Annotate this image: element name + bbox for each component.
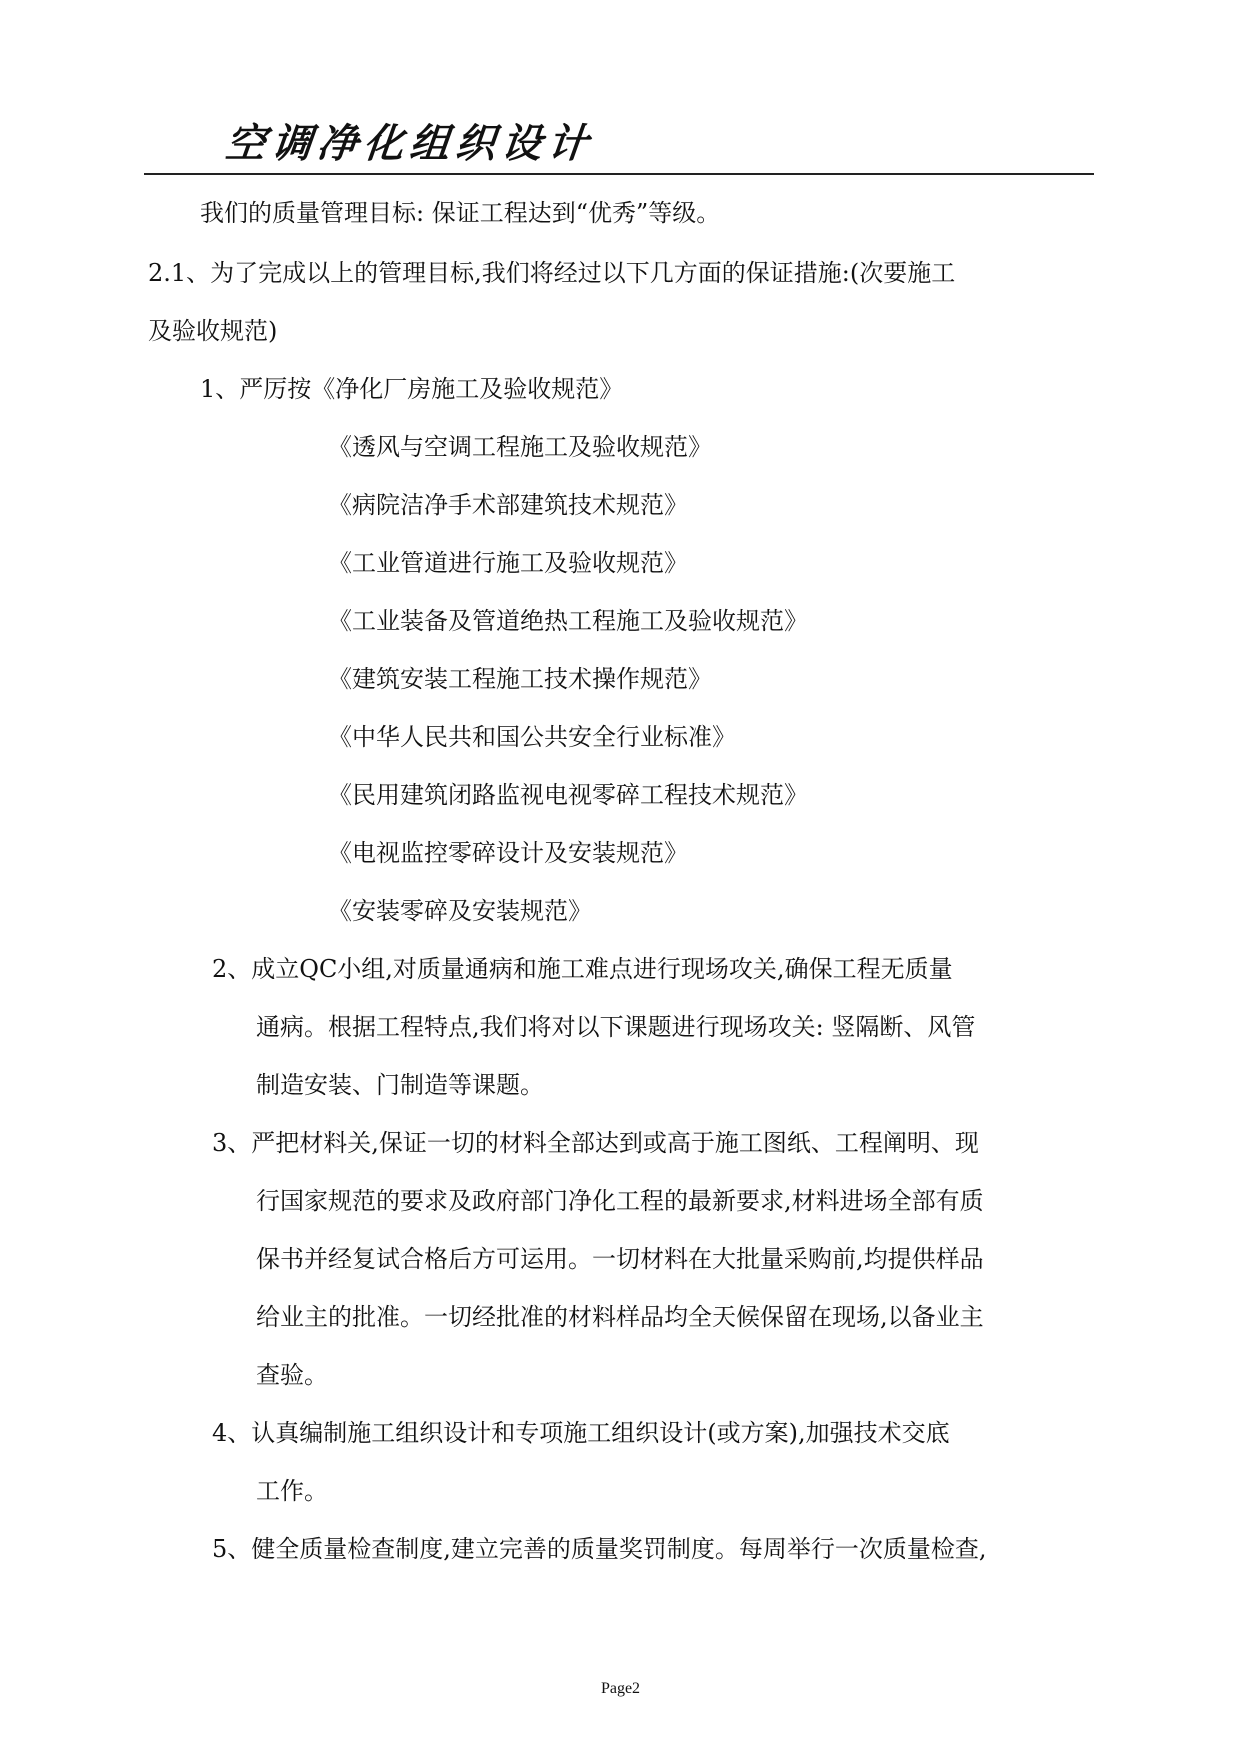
- standard-item: 《电视监控零碎设计及安装规范》: [328, 839, 688, 867]
- item-3-line: 查验。: [256, 1361, 328, 1389]
- item-1-lead: 1、严厉按《净化厂房施工及验收规范》: [200, 375, 624, 403]
- standard-item: 《建筑安装工程施工技术操作规范》: [328, 665, 712, 693]
- item-4-line: 4、认真编制施工组织设计和专项施工组织设计(或方案),加强技术交底: [212, 1419, 950, 1447]
- item-2-line: 通病。根据工程特点,我们将对以下课题进行现场攻关: 竖隔断、风管: [256, 1013, 976, 1041]
- header-divider: [144, 173, 1094, 175]
- quality-goal-paragraph: 我们的质量管理目标: 保证工程达到“优秀”等级。: [200, 199, 721, 227]
- standard-item: 《安装零碎及安装规范》: [328, 897, 592, 925]
- standard-item: 《病院洁净手术部建筑技术规范》: [328, 491, 688, 519]
- item-4-line: 工作。: [256, 1477, 328, 1505]
- document-header-title: 空调净化组织设计: [223, 120, 597, 167]
- section-2-1-line-1: 2.1、为了完成以上的管理目标,我们将经过以下几方面的保证措施:(次要施工: [148, 259, 956, 287]
- standard-item: 《民用建筑闭路监视电视零碎工程技术规范》: [328, 781, 808, 809]
- standard-item: 《工业装备及管道绝热工程施工及验收规范》: [328, 607, 808, 635]
- item-3-line: 3、严把材料关,保证一切的材料全部达到或高于施工图纸、工程阐明、现: [212, 1129, 979, 1157]
- item-5-line: 5、健全质量检查制度,建立完善的质量奖罚制度。每周举行一次质量检查,: [212, 1535, 987, 1563]
- item-3-line: 行国家规范的要求及政府部门净化工程的最新要求,材料进场全部有质: [256, 1187, 984, 1215]
- section-2-1-line-2: 及验收规范): [148, 317, 278, 345]
- standard-item: 《工业管道进行施工及验收规范》: [328, 549, 688, 577]
- item-2-line: 2、成立QC小组,对质量通病和施工难点进行现场攻关,确保工程无质量: [212, 955, 953, 983]
- item-3-line: 保书并经复试合格后方可运用。一切材料在大批量采购前,均提供样品: [256, 1245, 984, 1273]
- page-number: Page2: [600, 1680, 641, 1697]
- item-2-line: 制造安装、门制造等课题。: [256, 1071, 544, 1099]
- standard-item: 《中华人民共和国公共安全行业标准》: [328, 723, 736, 751]
- standard-item: 《透风与空调工程施工及验收规范》: [328, 433, 712, 461]
- item-3-line: 给业主的批准。一切经批准的材料样品均全天候保留在现场,以备业主: [256, 1303, 984, 1331]
